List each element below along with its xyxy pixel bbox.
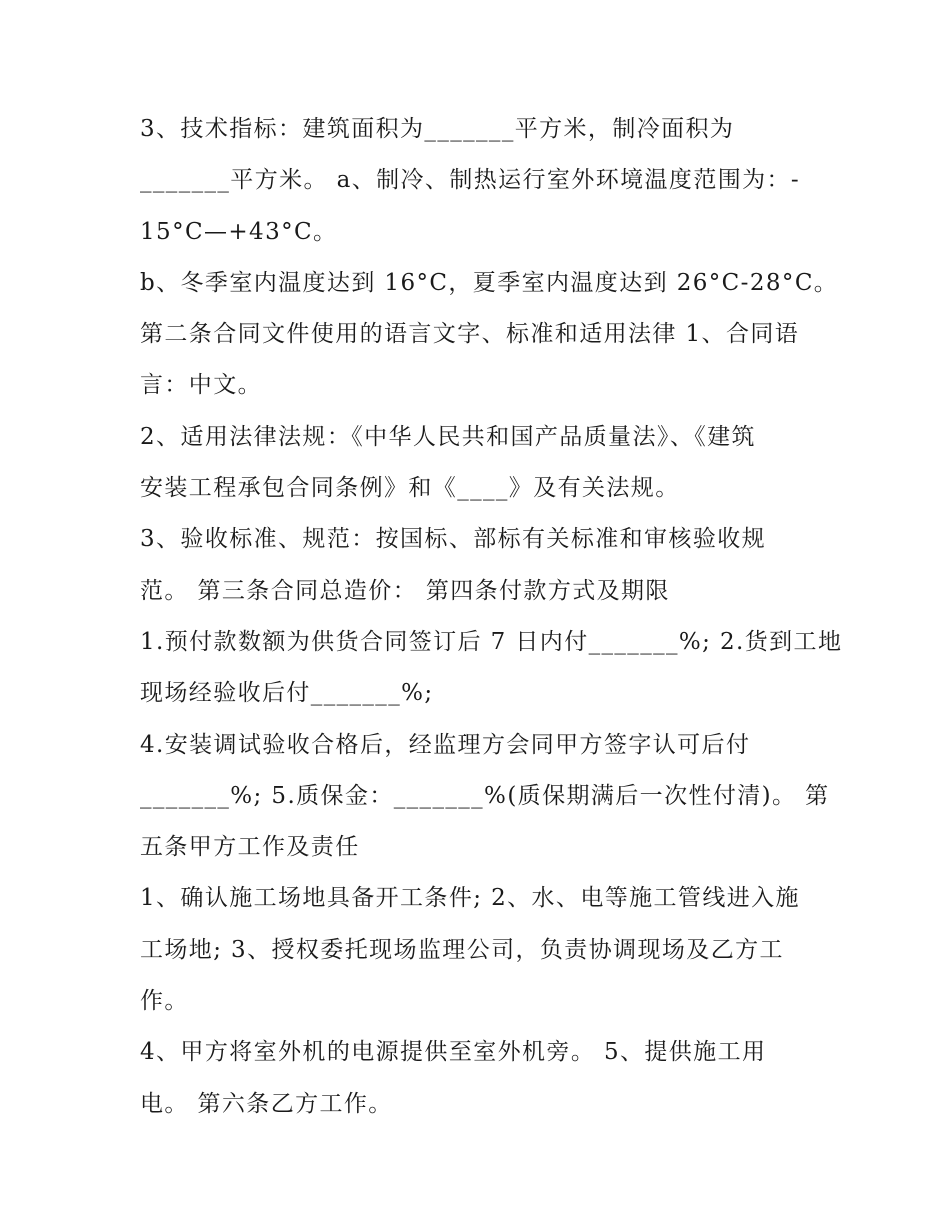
text-line: 3、验收标准、规范：按国标、部标有关标准和审核验收规 [140,526,767,553]
text-line: 言：中文。 [140,372,262,399]
text-line: 安装工程承包合同条例》和《____》及有关法规。 [140,475,680,502]
text-line: 作。 [140,988,189,1015]
text-line: 1.预付款数额为供货合同签订后 7 日内付_______%; 2.货到工地 [140,628,843,655]
text-line: 4、甲方将室外机的电源提供至室外机旁。 5、提供施工用 [140,1039,767,1066]
text-line: 电。 第六条乙方工作。 [140,1090,393,1117]
text-line: b、冬季室内温度达到 16°C，夏季室内温度达到 26°C-28°C。 [140,269,839,296]
text-line: 工场地; 3、授权委托现场监理公司，负责协调现场及乙方工 [140,936,784,963]
text-line: 15°C—+43°C。 [140,218,338,245]
text-line: 五条甲方工作及责任 [140,834,360,861]
text-line: 现场经验收后付_______%; [140,680,434,707]
text-line: _______%; 5.质保金：_______%(质保期满后一次性付清)。 第 [140,782,830,809]
text-line: 3、技术指标：建筑面积为_______平方米，制冷面积为 [140,116,735,142]
text-line: 范。 第三条合同总造价： 第四条付款方式及期限 [140,577,670,604]
text-line: _______平方米。 a、制冷、制热运行室外环境温度范围为：- [140,167,801,194]
text-line: 4.安装调试验收合格后，经监理方会同甲方签字认可后付 [140,731,751,758]
text-line: 第二条合同文件使用的语言文字、标准和适用法律 1、合同语 [140,321,800,348]
contract-body-text [140,104,843,1130]
text-line: 1、确认施工场地具备开工条件; 2、水、电等施工管线进入施 [140,885,800,912]
text-line: 2、适用法律法规：《中华人民共和国产品质量法》、《建筑 [140,423,756,450]
